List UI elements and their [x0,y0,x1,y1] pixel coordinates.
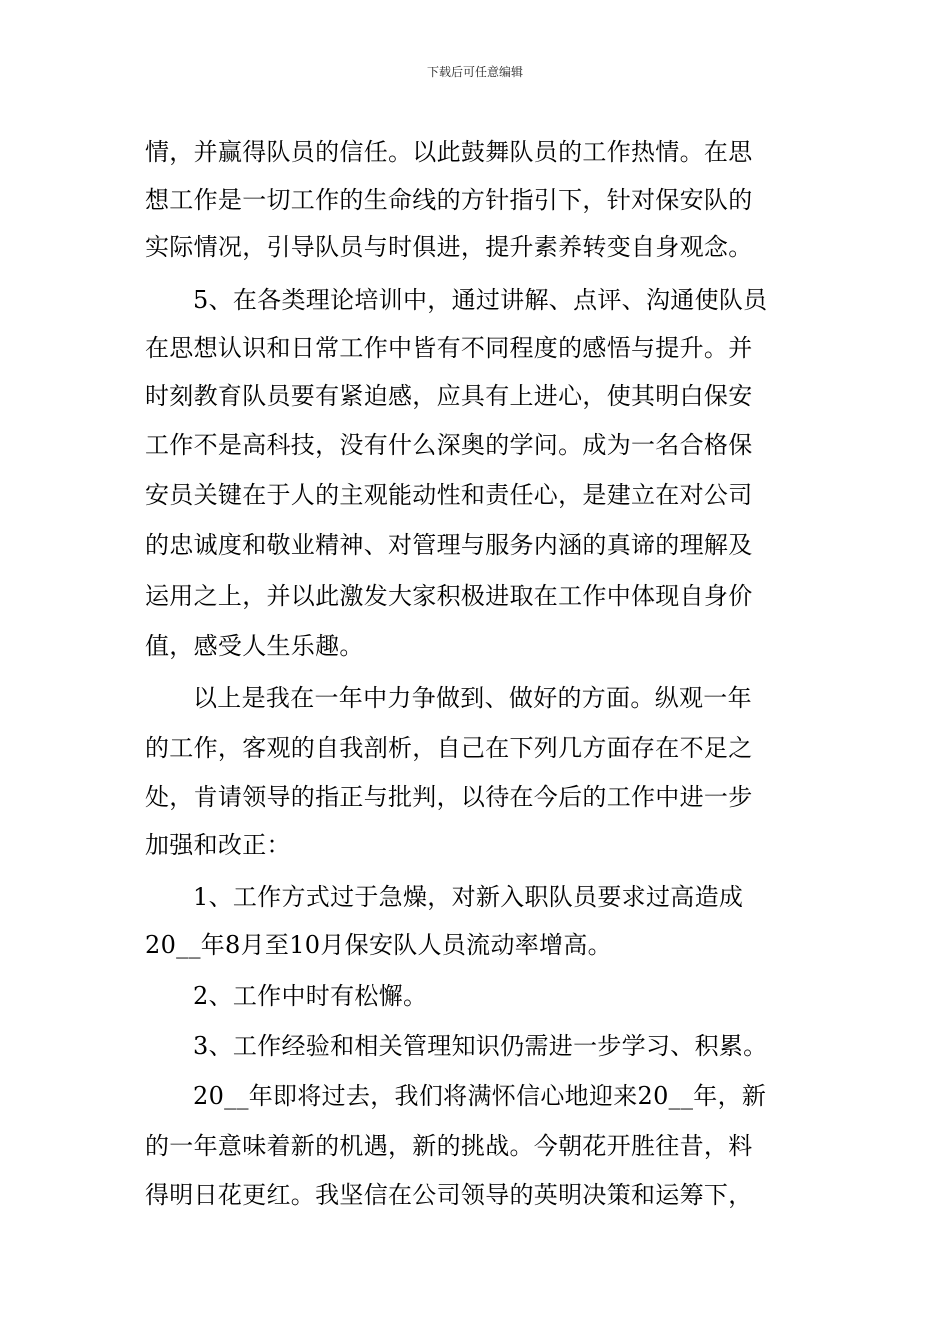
text-line: 20__年8月至10月保安队人员流动率增高。 [145,931,612,959]
text-line: 的工作，客观的自我剖析，自己在下列几方面存在不足之 [145,734,753,762]
text-line: 的忠诚度和敬业精神、对管理与服务内涵的真谛的理解及 [145,531,753,559]
paragraph-start-line: 1、工作方式过于急燥，对新入职队员要求过高造成 [193,883,744,911]
paragraph-start-line: 以上是我在一年中力争做到、做好的方面。纵观一年 [193,684,752,712]
page-header: 下载后可任意编辑 [426,65,523,79]
text-line: 处，肯请领导的指正与批判，以待在今后的工作中进一步 [145,783,753,811]
text-line: 运用之上，并以此激发大家积极进取在工作中体现自身价 [145,582,753,610]
text-line: 的一年意味着新的机遇，新的挑战。今朝花开胜往昔，料 [145,1132,753,1160]
paragraph-start-line: 3、工作经验和相关管理知识仍需进一步学习、积累。 [193,1032,768,1060]
paragraph-start-line: 5、在各类理论培训中，通过讲解、点评、沟通使队员 [193,286,768,314]
text-line: 时刻教育队员要有紧迫感，应具有上进心，使其明白保安 [145,382,753,410]
text-line: 工作不是高科技，没有什么深奥的学问。成为一名合格保 [145,431,753,459]
text-line: 值，感受人生乐趣。 [145,632,364,660]
text-line: 安员关键在于人的主观能动性和责任心，是建立在对公司 [145,481,753,509]
text-line: 情，并赢得队员的信任。以此鼓舞队员的工作热情。在思 [145,138,753,166]
paragraph-start-line: 20__年即将过去，我们将满怀信心地迎来20__年，新 [193,1082,767,1110]
text-line: 加强和改正： [145,831,291,859]
text-line: 想工作是一切工作的生命线的方针指引下，针对保安队的 [145,186,753,214]
paragraph-start-line: 2、工作中时有松懈。 [193,982,428,1010]
text-line: 在思想认识和日常工作中皆有不同程度的感悟与提升。并 [145,334,753,362]
text-line: 得明日花更红。我坚信在公司领导的英明决策和运筹下， [145,1181,753,1209]
text-line: 实际情况，引导队员与时俱进，提升素养转变自身观念。 [145,233,753,261]
